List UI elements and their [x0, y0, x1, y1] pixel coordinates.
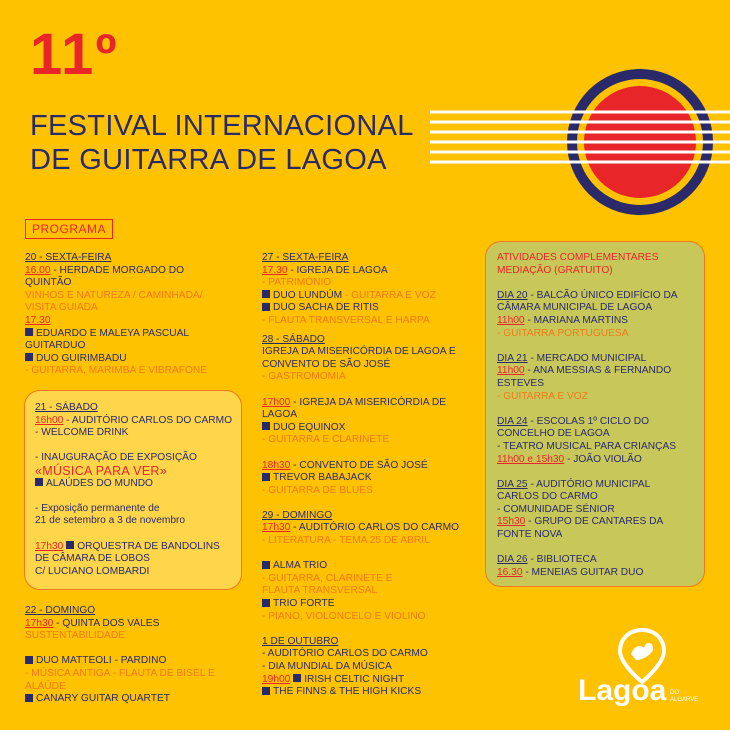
day-heading: 29 - DOMINGO: [262, 509, 333, 521]
event-title: - MENEIAS GUITAR DUO: [522, 566, 644, 578]
event-title: CANARY GUITAR QUARTET: [36, 693, 170, 705]
event-time: 17h00: [262, 396, 291, 408]
event-title: - QUINTA DOS VALES: [53, 617, 160, 629]
event-title: DE CÂMARA DE LOBOS: [35, 553, 150, 565]
event-subtitle: - PIANO, VIOLONCELO E VIOLINO: [262, 610, 426, 622]
event-subtitle: - GUITARRA DE BLUES: [262, 484, 373, 496]
day-heading: 22 - DOMINGO: [25, 605, 96, 616]
bullet-square-icon: [25, 656, 33, 664]
lagoa-logo: [578, 626, 718, 726]
event-subtitle: FLAUTA TRANSVERSAL: [262, 585, 378, 597]
event-title: ESTEVES: [497, 377, 544, 389]
event-title: FONTE NOVA: [497, 529, 563, 541]
event-subtitle: - PATRIMÓNIO: [262, 277, 332, 289]
event-title: DUO EQUINOX: [273, 421, 346, 433]
exhibition-title: «MÚSICA PARA VER»: [35, 463, 167, 478]
event-time: 11h00: [497, 365, 525, 377]
day-heading: 21 - SÁBADO: [35, 402, 98, 413]
event-title: DUO GUIRIMBADU: [36, 352, 127, 364]
activity-place: CÂMARA MUNICIPAL DE LAGOA: [497, 302, 653, 314]
event-time: 17.30: [25, 314, 51, 326]
event-time: 17h30: [262, 522, 291, 534]
event-time: 16.30: [497, 566, 523, 578]
edition-number: 11º: [30, 22, 119, 87]
title-line-1: FESTIVAL INTERNACIONAL: [30, 110, 414, 142]
event-title: - GRUPO DE CANTARES DA: [525, 516, 664, 528]
bullet-square-icon: [262, 473, 270, 481]
event-title: - ANA MESSIAS & FERNANDO: [524, 365, 672, 377]
event-subtitle: - GUITARRA, CLARINETE E: [262, 572, 393, 584]
activity-day: DIA 24: [497, 415, 528, 427]
activities-section: [497, 252, 678, 579]
festival-title: [30, 110, 414, 178]
bullet-square-icon: [293, 674, 301, 682]
day-heading: 20 - SEXTA-FEIRA: [25, 252, 112, 263]
bullet-square-icon: [262, 303, 270, 311]
event-title: - COMUNIDADE SÉNIOR: [497, 503, 615, 515]
event-title: - AUDITÓRIO CARLOS DO CARMO: [290, 522, 460, 534]
activity-day: DIA 20: [497, 289, 528, 301]
event-title: IGREJA DA MISERICÓRDIA DE LAGOA E: [262, 346, 456, 358]
event-title: GUITARDUO: [25, 340, 86, 352]
event-subtitle: - FLAUTA TRANSVERSAL E HARPA: [262, 314, 430, 326]
day-21-section: [35, 402, 232, 578]
event-subtitle: - GUITARRA E CLARINETE: [262, 434, 390, 446]
event-title: - INAUGURAÇÃO DE EXPOSIÇÃO: [35, 452, 197, 464]
activity-place: - BALCÃO ÚNICO EDIFÍCIO DA: [527, 289, 678, 301]
activities-heading: ATIVIDADES COMPLEMENTARES: [497, 252, 659, 263]
event-time: 19h00: [262, 673, 291, 685]
event-subtitle: - MÚSICA ANTIGA - FLAUTA DE BISEL E: [25, 667, 215, 679]
title-line-2: DE GUITARRA DE LAGOA: [30, 143, 387, 176]
event-title: IRISH CELTIC NIGHT: [304, 673, 405, 685]
event-title: - IGREJA DE LAGOA: [287, 264, 388, 276]
day-20-section: [25, 252, 207, 378]
event-title: ALMA TRIO: [273, 560, 328, 572]
bullet-square-icon: [262, 422, 270, 430]
bullet-square-icon: [25, 328, 33, 336]
event-subtitle: - GUITARRA, MARIMBA E VIBRAFONE: [25, 365, 208, 377]
event-title: - HERDADE MORGADO DO: [50, 264, 185, 276]
event-subtitle: SUSTENTABILIDADE: [25, 630, 126, 642]
event-title: TRIO FORTE: [273, 598, 335, 610]
bullet-square-icon: [35, 478, 43, 486]
event-title: - TEATRO MUSICAL PARA CRIANÇAS: [497, 440, 677, 452]
event-title: - JOÃO VIOLÃO: [564, 453, 642, 465]
event-title: DUO SACHA DE RITIS: [273, 302, 379, 314]
event-time: 17h30: [35, 540, 64, 552]
day-22-section: [25, 605, 215, 706]
event-time: 11h00 e 15h30: [497, 453, 565, 465]
bullet-square-icon: [66, 541, 74, 549]
bullet-square-icon: [262, 687, 270, 695]
event-title: ORQUESTRA DE BANDOLINS: [77, 540, 220, 552]
event-title: - MARIANA MARTINS: [524, 314, 628, 326]
event-title: THE FINNS & THE HIGH KICKS: [273, 686, 422, 698]
event-subtitle: - LITERATURA - TEMA 25 DE ABRIL: [262, 535, 430, 547]
bullet-square-icon: [262, 290, 270, 298]
event-title: LAGOA: [262, 409, 298, 421]
activity-place: CONCELHO DE LAGOA: [497, 428, 610, 440]
event-title: - AUDITÓRIO CARLOS DO CARMO: [63, 414, 233, 426]
event-time: 18h30: [262, 459, 291, 471]
event-title: - AUDITÓRIO CARLOS DO CARMO: [262, 648, 428, 660]
event-title: C/ LUCIANO LOMBARDI: [35, 565, 150, 577]
activities-heading: MEDIAÇÃO (GRATUITO): [497, 264, 613, 276]
event-subtitle: - GUITARRA E VOZ: [342, 289, 436, 301]
event-subtitle: - GUITARRA PORTUGUESA: [497, 327, 629, 339]
event-subtitle: ALAÚDE: [25, 680, 66, 692]
event-title: QUINTÃO: [25, 277, 72, 289]
event-title: EDUARDO E MALEYA PASCUAL: [36, 327, 190, 339]
event-note: 21 de setembro a 3 de novembro: [35, 515, 186, 527]
day-heading: 1 DE OUTUBRO: [262, 635, 339, 647]
activity-place: - AUDITÓRIO MUNICIPAL: [527, 478, 651, 490]
event-subtitle: VINHOS E NATUREZA / CAMINHADA/: [25, 289, 203, 301]
event-title: - IGREJA DA MISERICÓRDIA DE: [290, 396, 447, 408]
logo-sub1: DO: [670, 690, 679, 696]
activity-place: CARLOS DO CARMO: [497, 491, 598, 503]
bullet-square-icon: [25, 353, 33, 361]
event-title: DUO MATTEOLI - PARDINO: [36, 655, 167, 667]
event-subtitle: - GASTROMOMIA: [262, 371, 346, 383]
logo-sub2: ALGARVE: [670, 697, 699, 703]
event-time: 17h30: [25, 617, 54, 629]
event-title: TREVOR BABAJACK: [273, 472, 372, 484]
activity-day: DIA 25: [497, 478, 528, 490]
activity-place: - ESCOLAS 1º CICLO DO: [527, 415, 650, 427]
day-heading: 27 - SEXTA-FEIRA: [262, 252, 349, 263]
bullet-square-icon: [262, 561, 270, 569]
event-time: 15h30: [497, 516, 526, 528]
activity-day: DIA 26: [497, 554, 528, 566]
event-time: 17.30: [262, 264, 288, 276]
event-title: - WELCOME DRINK: [35, 427, 129, 439]
event-subtitle: VISITA GUIADA: [25, 302, 98, 314]
event-time: 16h00: [35, 414, 64, 426]
event-title: CONVENTO DE SÃO JOSÉ: [262, 358, 391, 370]
bullet-square-icon: [262, 599, 270, 607]
event-title: ALAÚDES DO MUNDO: [46, 477, 153, 489]
column-2: [262, 252, 459, 699]
event-time: 11h00: [497, 314, 525, 326]
logo-name: Lagoa: [578, 674, 667, 707]
event-subtitle: - GUITARRA E VOZ: [497, 390, 588, 402]
event-title: - DIA MUNDIAL DA MÚSICA: [262, 661, 392, 672]
event-note: - Exposição permanente de: [35, 502, 160, 514]
event-title: - CONVENTO DE SÃO JOSÉ: [290, 459, 428, 471]
activity-day: DIA 21: [497, 352, 528, 364]
activity-place: - MERCADO MUNICIPAL: [527, 352, 647, 364]
guitar-graphic-icon: [430, 64, 730, 224]
bullet-square-icon: [25, 694, 33, 702]
event-title: DUO LUNDÚM: [273, 289, 343, 301]
activity-place: - BIBLIOTECA: [527, 554, 597, 566]
programa-label: PROGRAMA: [25, 219, 113, 239]
event-time: 16.00: [25, 264, 51, 276]
day-heading: 28 - SÁBADO: [262, 333, 325, 345]
